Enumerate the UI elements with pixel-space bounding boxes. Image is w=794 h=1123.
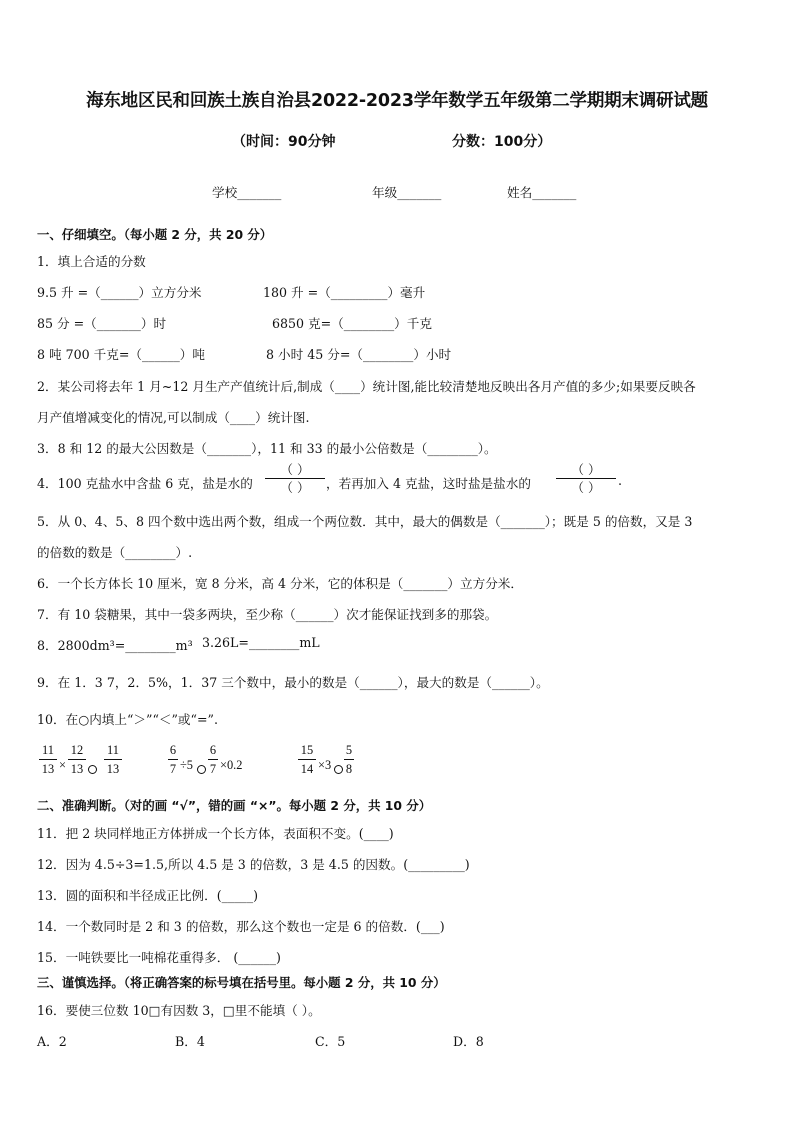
fraction-numerator: 11 (42, 743, 54, 757)
question-4-part-a: 4．100 克盐水中含盐 6 克，盐是水的 (37, 476, 253, 491)
question-5-line-1: 5．从 0、4、5、8 四个数中选出两个数，组成一个两位数．其中，最大的偶数是（_______）；既是 5 的倍数，又是 3 (37, 514, 693, 529)
school-field[interactable]: 学校_______ (212, 185, 282, 200)
q1-item: 180 升 =（_________）毫升 (263, 285, 426, 300)
fraction-numerator: （ ） (571, 462, 601, 477)
q10-e3-fraction-2 (344, 743, 354, 777)
fraction-numerator: 15 (300, 743, 314, 757)
q10-e1-operator: × (59, 758, 66, 772)
fraction-denominator: （ ） (280, 480, 310, 495)
q1-item: 8 吨 700 千克=（______）吨 (37, 347, 205, 362)
fraction-numerator: （ ） (280, 462, 310, 477)
question-5-line-2: 的倍数的数是（________）. (37, 545, 193, 560)
question-3: 3．8 和 12 的最大公因数是（_______），11 和 33 的最小公倍数是（________）。 (37, 441, 497, 456)
name-field[interactable]: 姓名_______ (507, 185, 577, 200)
fraction-denominator: 13 (70, 762, 84, 776)
fraction-numerator: 11 (107, 743, 119, 757)
question-2-line-1: 2．某公司将去年 1 月~12 月生产产值统计后,制成（____）统计图,能比较清楚地反映出各月产值的多少;如果要反映各 (37, 379, 696, 394)
q10-e2-operator: ÷5 (180, 758, 193, 772)
fraction-denominator: 13 (41, 762, 55, 776)
option-b[interactable]: B．4 (175, 1034, 205, 1049)
section-3-heading: 三、谨慎选择。（将正确答案的标号填在括号里。每小题 2 分，共 10 分） (37, 975, 446, 990)
q10-e3-operator: ×3 (318, 758, 332, 772)
q1-item: 85 分 =（_______）时 (37, 316, 167, 331)
q10-e1-fraction-2 (68, 743, 86, 777)
option-d[interactable]: D．8 (453, 1034, 484, 1049)
fraction-numerator: 6 (209, 743, 217, 757)
question-13: 13．圆的面积和半径成正比例．(_____) (37, 888, 259, 903)
q4-fraction-1 (265, 462, 325, 495)
exam-time: （时间：90分钟 (232, 134, 336, 150)
q10-e2-fraction-1 (168, 743, 178, 777)
fraction-denominator: 8 (345, 762, 353, 776)
grade-field[interactable]: 年级_______ (372, 185, 442, 200)
question-11: 11．把 2 块同样地正方体拼成一个长方体，表面积不变。(____) (37, 826, 394, 841)
q10-e2-compare-circle[interactable] (197, 759, 206, 778)
q10-e1-fraction-3 (104, 743, 122, 777)
question-4-part-b: ，若再加入 4 克盐，这时盐是盐水的 (326, 476, 531, 491)
q10-e3-fraction-1 (298, 743, 316, 777)
q10-e3-compare-circle[interactable] (334, 759, 343, 778)
q1-item: 8 小时 45 分=（________）小时 (266, 347, 452, 362)
question-16: 16．要使三位数 10□有因数 3，□里不能填（ ）。 (37, 1003, 321, 1018)
question-9: 9．在 1．3 7，2．5%，1．37 三个数中，最小的数是（______），最大的数是（______）。 (37, 675, 549, 690)
section-1-heading: 一、仔细填空。（每小题 2 分，共 20 分） (37, 227, 273, 242)
question-8-part-b: 3.26L=________mL (202, 635, 320, 650)
question-12: 12．因为 4.5÷3=1.5,所以 4.5 是 3 的倍数，3 是 4.5 的因数。(_________) (37, 857, 470, 872)
fraction-numerator: 5 (345, 743, 353, 757)
question-6: 6．一个长方体长 10 厘米，宽 8 分米，高 4 分米，它的体积是（_______）立方分米． (37, 576, 523, 591)
question-7: 7．有 10 袋糖果，其中一袋多两块，至少称（______）次才能保证找到多的那袋。 (37, 607, 498, 622)
fraction-numerator: 6 (169, 743, 177, 757)
option-c[interactable]: C．5 (315, 1034, 346, 1049)
q1-item: 9.5 升 =（______）立方分米 (37, 285, 202, 300)
exam-score: 分数：100分） (452, 134, 552, 150)
question-8-part-a: 8．2800dm³=________m³ (37, 638, 193, 653)
fraction-numerator: 12 (70, 743, 84, 757)
question-1: 1．填上合适的分数 (37, 254, 146, 269)
fraction-denominator: （ ） (571, 480, 601, 495)
fraction-denominator: 7 (209, 762, 217, 776)
q10-e2-operator-2: ×0.2 (220, 758, 243, 772)
page-title: 海东地区民和回族土族自治县2022-2023学年数学五年级第二学期期末调研试题 (86, 91, 708, 111)
fraction-denominator: 13 (106, 762, 120, 776)
option-a[interactable]: A．2 (37, 1034, 67, 1049)
q1-item: 6850 克=（________）千克 (272, 316, 432, 331)
fraction-denominator: 14 (300, 762, 314, 776)
q10-e1-compare-circle[interactable] (88, 759, 97, 778)
question-15: 15．一吨铁要比一吨棉花重得多． (______) (37, 950, 281, 965)
question-4-part-c: . (618, 473, 623, 488)
question-2-line-2: 月产值增减变化的情况,可以制成（____）统计图. (37, 410, 310, 425)
q10-e2-fraction-2 (208, 743, 218, 777)
fraction-denominator: 7 (169, 762, 177, 776)
section-2-heading: 二、准确判断。（对的画 “√”，错的画 “×”。每小题 2 分，共 10 分） (37, 798, 432, 813)
q4-fraction-2 (556, 462, 616, 495)
q10-e1-fraction-1 (39, 743, 57, 777)
question-14: 14．一个数同时是 2 和 3 的倍数，那么这个数也一定是 6 的倍数．(___) (37, 919, 445, 934)
question-10: 10．在○内填上“＞”“＜”或“=”. (37, 712, 218, 727)
